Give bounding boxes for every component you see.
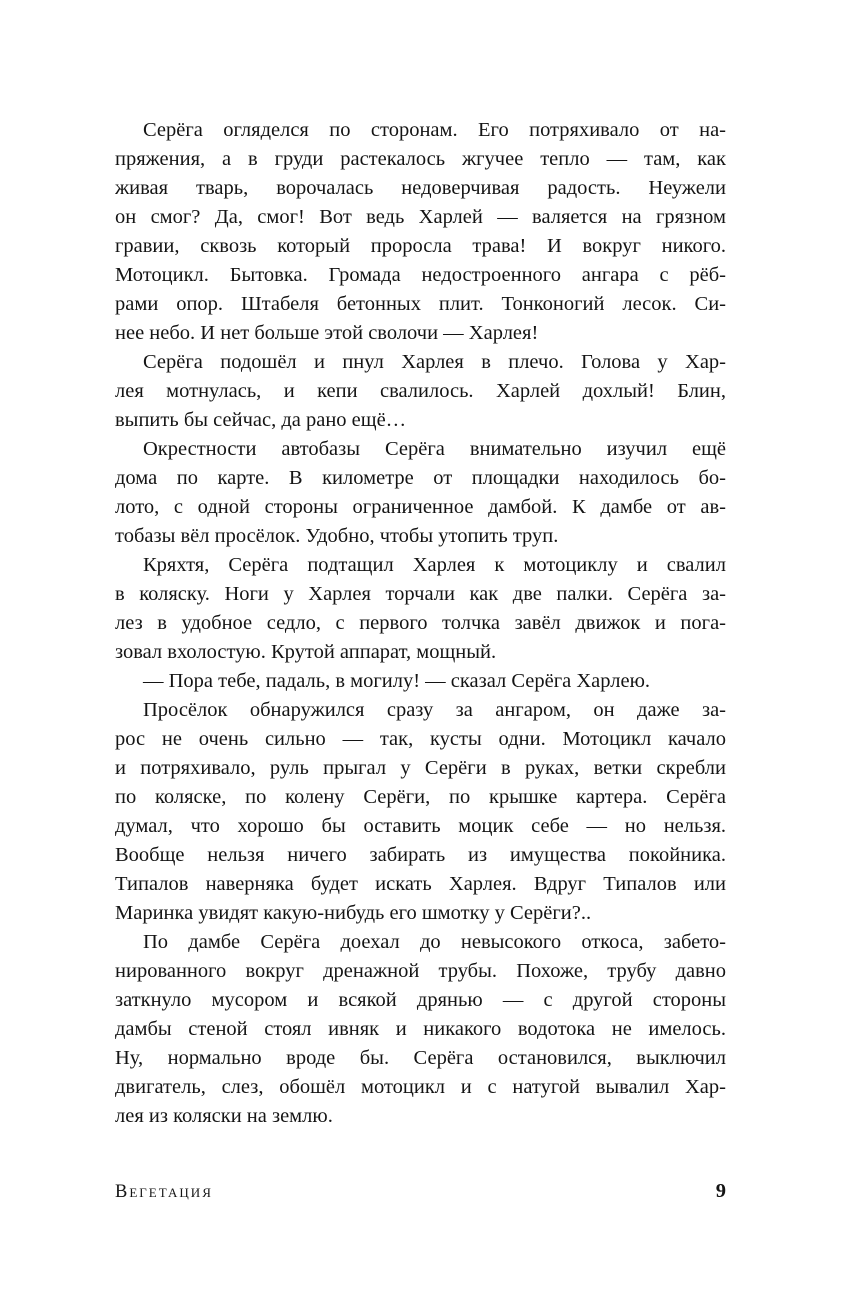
text-line: гравии, сквозь который проросла трава! И вокруг никого. (115, 235, 726, 257)
paragraph (115, 928, 726, 1131)
text-line: дамбы стеной стоял ивняк и никакого водотока не имелось. (115, 1018, 726, 1040)
text-line: Серёга огляделся по сторонам. Его потряхивало от на- (143, 119, 726, 141)
page-number: 9 (715, 1180, 726, 1202)
text-line: дома по карте. В километре от площадки находилось бо- (115, 467, 726, 489)
page-text (115, 116, 726, 1131)
text-line: заткнуло мусором и всякой дрянью — с другой стороны (115, 989, 726, 1011)
text-line: По дамбе Серёга доехал до невысокого откоса, забето- (143, 931, 726, 953)
paragraph (115, 667, 726, 696)
paragraph (115, 696, 726, 928)
text-line: Окрестности автобазы Серёга внимательно изучил ещё (143, 438, 726, 460)
text-line: Кряхтя, Серёга подтащил Харлея к мотоциклу и свалил (143, 554, 726, 576)
text-line: лея из коляски на землю. (115, 1105, 333, 1127)
text-line: думал, что хорошо бы оставить моцик себе — но нельзя. (115, 815, 726, 837)
text-line: лея мотнулась, и кепи свалилось. Харлей дохлый! Блин, (115, 380, 726, 402)
text-line: Мотоцикл. Бытовка. Громада недостроенного ангара с рёб- (115, 264, 726, 286)
text-line: Просёлок обнаружился сразу за ангаром, он даже за- (143, 699, 726, 721)
text-line: рос не очень сильно — так, кусты одни. Мотоцикл качало (115, 728, 726, 750)
text-line: живая тварь, ворочалась недоверчивая радость. Неужели (115, 177, 726, 199)
paragraph (115, 348, 726, 435)
text-line: выпить бы сейчас, да рано ещё… (115, 409, 407, 431)
text-line: рами опор. Штабеля бетонных плит. Тонконогий лесок. Си- (115, 293, 726, 315)
paragraph (115, 435, 726, 551)
text-line: лото, с одной стороны ограниченное дамбой. К дамбе от ав- (115, 496, 726, 518)
paragraph (115, 116, 726, 348)
text-line: — Пора тебе, падаль, в могилу! — сказал Серёга Харлею. (143, 670, 651, 692)
text-line: в коляску. Ноги у Харлея торчали как две палки. Серёга за- (115, 583, 726, 605)
text-line: Типалов наверняка будет искать Харлея. Вдруг Типалов или (115, 873, 726, 895)
text-line: двигатель, слез, обошёл мотоцикл и с натугой вывалил Хар- (115, 1076, 726, 1098)
text-line: Вообще нельзя ничего забирать из имущества покойника. (115, 844, 726, 866)
text-line: Ну, нормально вроде бы. Серёга остановился, выключил (115, 1047, 726, 1069)
page-footer (115, 1179, 726, 1204)
text-line: лез в удобное седло, с первого толчка завёл движок и пога- (115, 612, 726, 634)
text-line: тобазы вёл просёлок. Удобно, чтобы утопить труп. (115, 525, 559, 547)
text-line: зовал вхолостую. Крутой аппарат, мощный. (115, 641, 497, 663)
paragraph (115, 551, 726, 667)
text-line: Маринка увидят какую-нибудь его шмотку у Серёги?.. (115, 902, 592, 924)
text-line: пряжения, а в груди растекалось жгучее тепло — там, как (115, 148, 726, 170)
text-line: и потряхивало, руль прыгал у Серёги в руках, ветки скребли (115, 757, 726, 779)
text-line: нее небо. И нет больше этой сволочи — Харлея! (115, 322, 539, 344)
text-line: Серёга подошёл и пнул Харлея в плечо. Голова у Хар- (143, 351, 726, 373)
text-line: по коляске, по колену Серёги, по крышке картера. Серёга (115, 786, 726, 808)
text-line: он смог? Да, смог! Вот ведь Харлей — валяется на грязном (115, 206, 726, 228)
running-title: Вегетация (115, 1182, 213, 1202)
text-line: нированного вокруг дренажной трубы. Похоже, трубу давно (115, 960, 726, 982)
